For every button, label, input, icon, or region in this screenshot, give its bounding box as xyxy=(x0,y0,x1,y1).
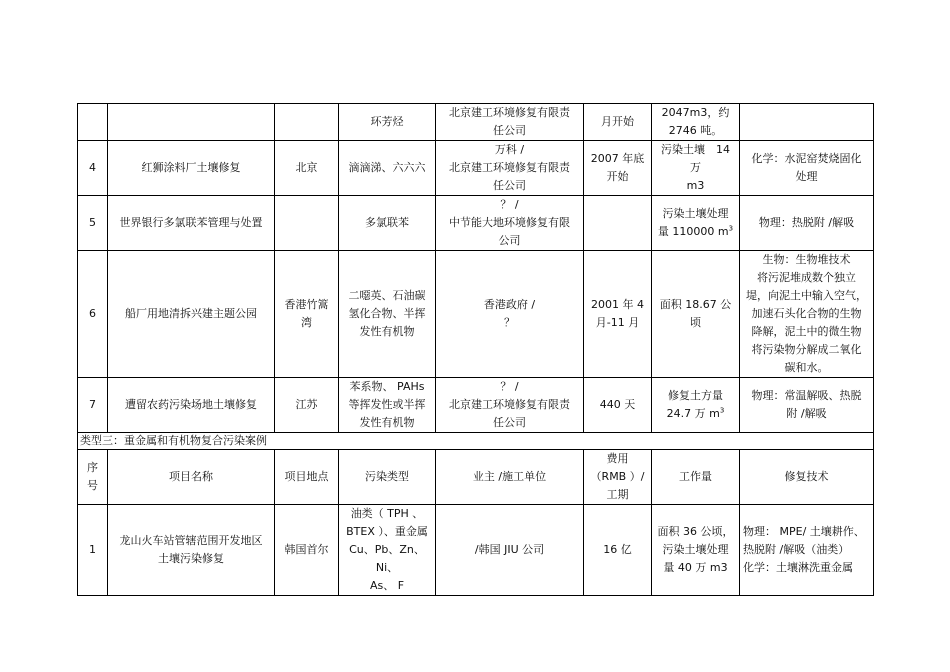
table-row xyxy=(78,104,874,141)
header-technology: 修复技术 xyxy=(740,450,874,505)
header-owner: 业主 /施工单位 xyxy=(436,450,584,505)
cell-pollutant: 油类（ TPH 、 BTEX ）、重金属 Cu、Pb、Zn、Ni、 As、 F xyxy=(339,505,436,596)
cell-workload: 面积 18.67 公顷 xyxy=(652,251,740,378)
cell-workload: 修复土方量 24.7 万 $m^3$ xyxy=(652,378,740,433)
cell-project-name: 遭留农药污染场地土壤修复 xyxy=(108,378,275,433)
cell-period xyxy=(584,196,652,251)
cell-owner: ？ / 中节能大地环境修复有限 公司 xyxy=(436,196,584,251)
header-no: 序 号 xyxy=(78,450,108,505)
cell-workload: 2047m3，约 2746 吨。 xyxy=(652,104,740,141)
table-row xyxy=(78,196,874,251)
cell-location: 香港竹篙 湾 xyxy=(275,251,339,378)
cell-no: 7 xyxy=(78,378,108,433)
cell-technology: 物理：热脱附 /解吸 xyxy=(740,196,874,251)
cell-location: 北京 xyxy=(275,141,339,196)
cell-pollutant: 滴滴涕、六六六 xyxy=(339,141,436,196)
cell-owner: 万科 / 北京建工环境修复有限责 任公司 xyxy=(436,141,584,196)
header-project-name: 项目名称 xyxy=(108,450,275,505)
cell-pollutant: 多氯联苯 xyxy=(339,196,436,251)
cell-location xyxy=(275,104,339,141)
cell-workload: 污染土壤处理 量 110000 $m^3$ xyxy=(652,196,740,251)
cell-no: 5 xyxy=(78,196,108,251)
table-row xyxy=(78,141,874,196)
remediation-cases-table xyxy=(77,103,874,596)
section-title: 类型三：重金属和有机物复合污染案例 xyxy=(78,433,874,450)
cell-no: 1 xyxy=(78,505,108,596)
cell-technology: 物理：常温解吸、热脱 附 /解吸 xyxy=(740,378,874,433)
cell-no: 4 xyxy=(78,141,108,196)
header-period: 费用 （RMB ）/ 工期 xyxy=(584,450,652,505)
cell-period: 2001 年 4 月-11 月 xyxy=(584,251,652,378)
cell-owner: /韩国 JIU 公司 xyxy=(436,505,584,596)
cell-owner: 北京建工环境修复有限责 任公司 xyxy=(436,104,584,141)
cell-no: 6 xyxy=(78,251,108,378)
cell-project-name: 船厂用地清拆兴建主题公园 xyxy=(108,251,275,378)
cell-project-name: 红狮涂料厂土壤修复 xyxy=(108,141,275,196)
cell-no xyxy=(78,104,108,141)
cell-location: 江苏 xyxy=(275,378,339,433)
cell-workload: 污染土壤 14 万 m3 xyxy=(652,141,740,196)
cell-technology: 生物：生物堆技术 将污泥堆成数个独立 堤，向泥土中输入空气， 加速石头化合物的生物 降解，泥土中的微生物 将污染物分解成二氧化 碳和水。 xyxy=(740,251,874,378)
header-pollutant: 污染类型 xyxy=(339,450,436,505)
cell-location: 韩国首尔 xyxy=(275,505,339,596)
cell-pollutant: 苯系物、 PAHs 等挥发性或半挥 发性有机物 xyxy=(339,378,436,433)
table-row xyxy=(78,251,874,378)
cell-pollutant: 环芳烃 xyxy=(339,104,436,141)
cell-location xyxy=(275,196,339,251)
table-row xyxy=(78,505,874,596)
table-header-row xyxy=(78,450,874,505)
cell-technology: 物理： MPE/ 土壤耕作、 热脱附 /解吸（油类） 化学：土壤淋洗重金属 xyxy=(740,505,874,596)
header-location: 项目地点 xyxy=(275,450,339,505)
cell-owner: 香港政府 / ？ xyxy=(436,251,584,378)
cell-period: 2007 年底 开始 xyxy=(584,141,652,196)
cell-technology xyxy=(740,104,874,141)
cell-owner: ？ / 北京建工环境修复有限责 任公司 xyxy=(436,378,584,433)
cell-project-name: 世界银行多氯联苯管理与处置 xyxy=(108,196,275,251)
table-row xyxy=(78,378,874,433)
cell-period: 440 天 xyxy=(584,378,652,433)
cell-project-name xyxy=(108,104,275,141)
cell-period: 16 亿 xyxy=(584,505,652,596)
header-workload: 工作量 xyxy=(652,450,740,505)
cell-period: 月开始 xyxy=(584,104,652,141)
section-title-row xyxy=(78,433,874,450)
cell-technology: 化学：水泥窑焚烧固化 处理 xyxy=(740,141,874,196)
cell-project-name: 龙山火车站管辖范围开发地区 土壤污染修复 xyxy=(108,505,275,596)
cell-workload: 面积 36 公顷， 污染土壤处理 量 40 万 m3 xyxy=(652,505,740,596)
cell-pollutant: 二噁英、石油碳 氢化合物、半挥 发性有机物 xyxy=(339,251,436,378)
